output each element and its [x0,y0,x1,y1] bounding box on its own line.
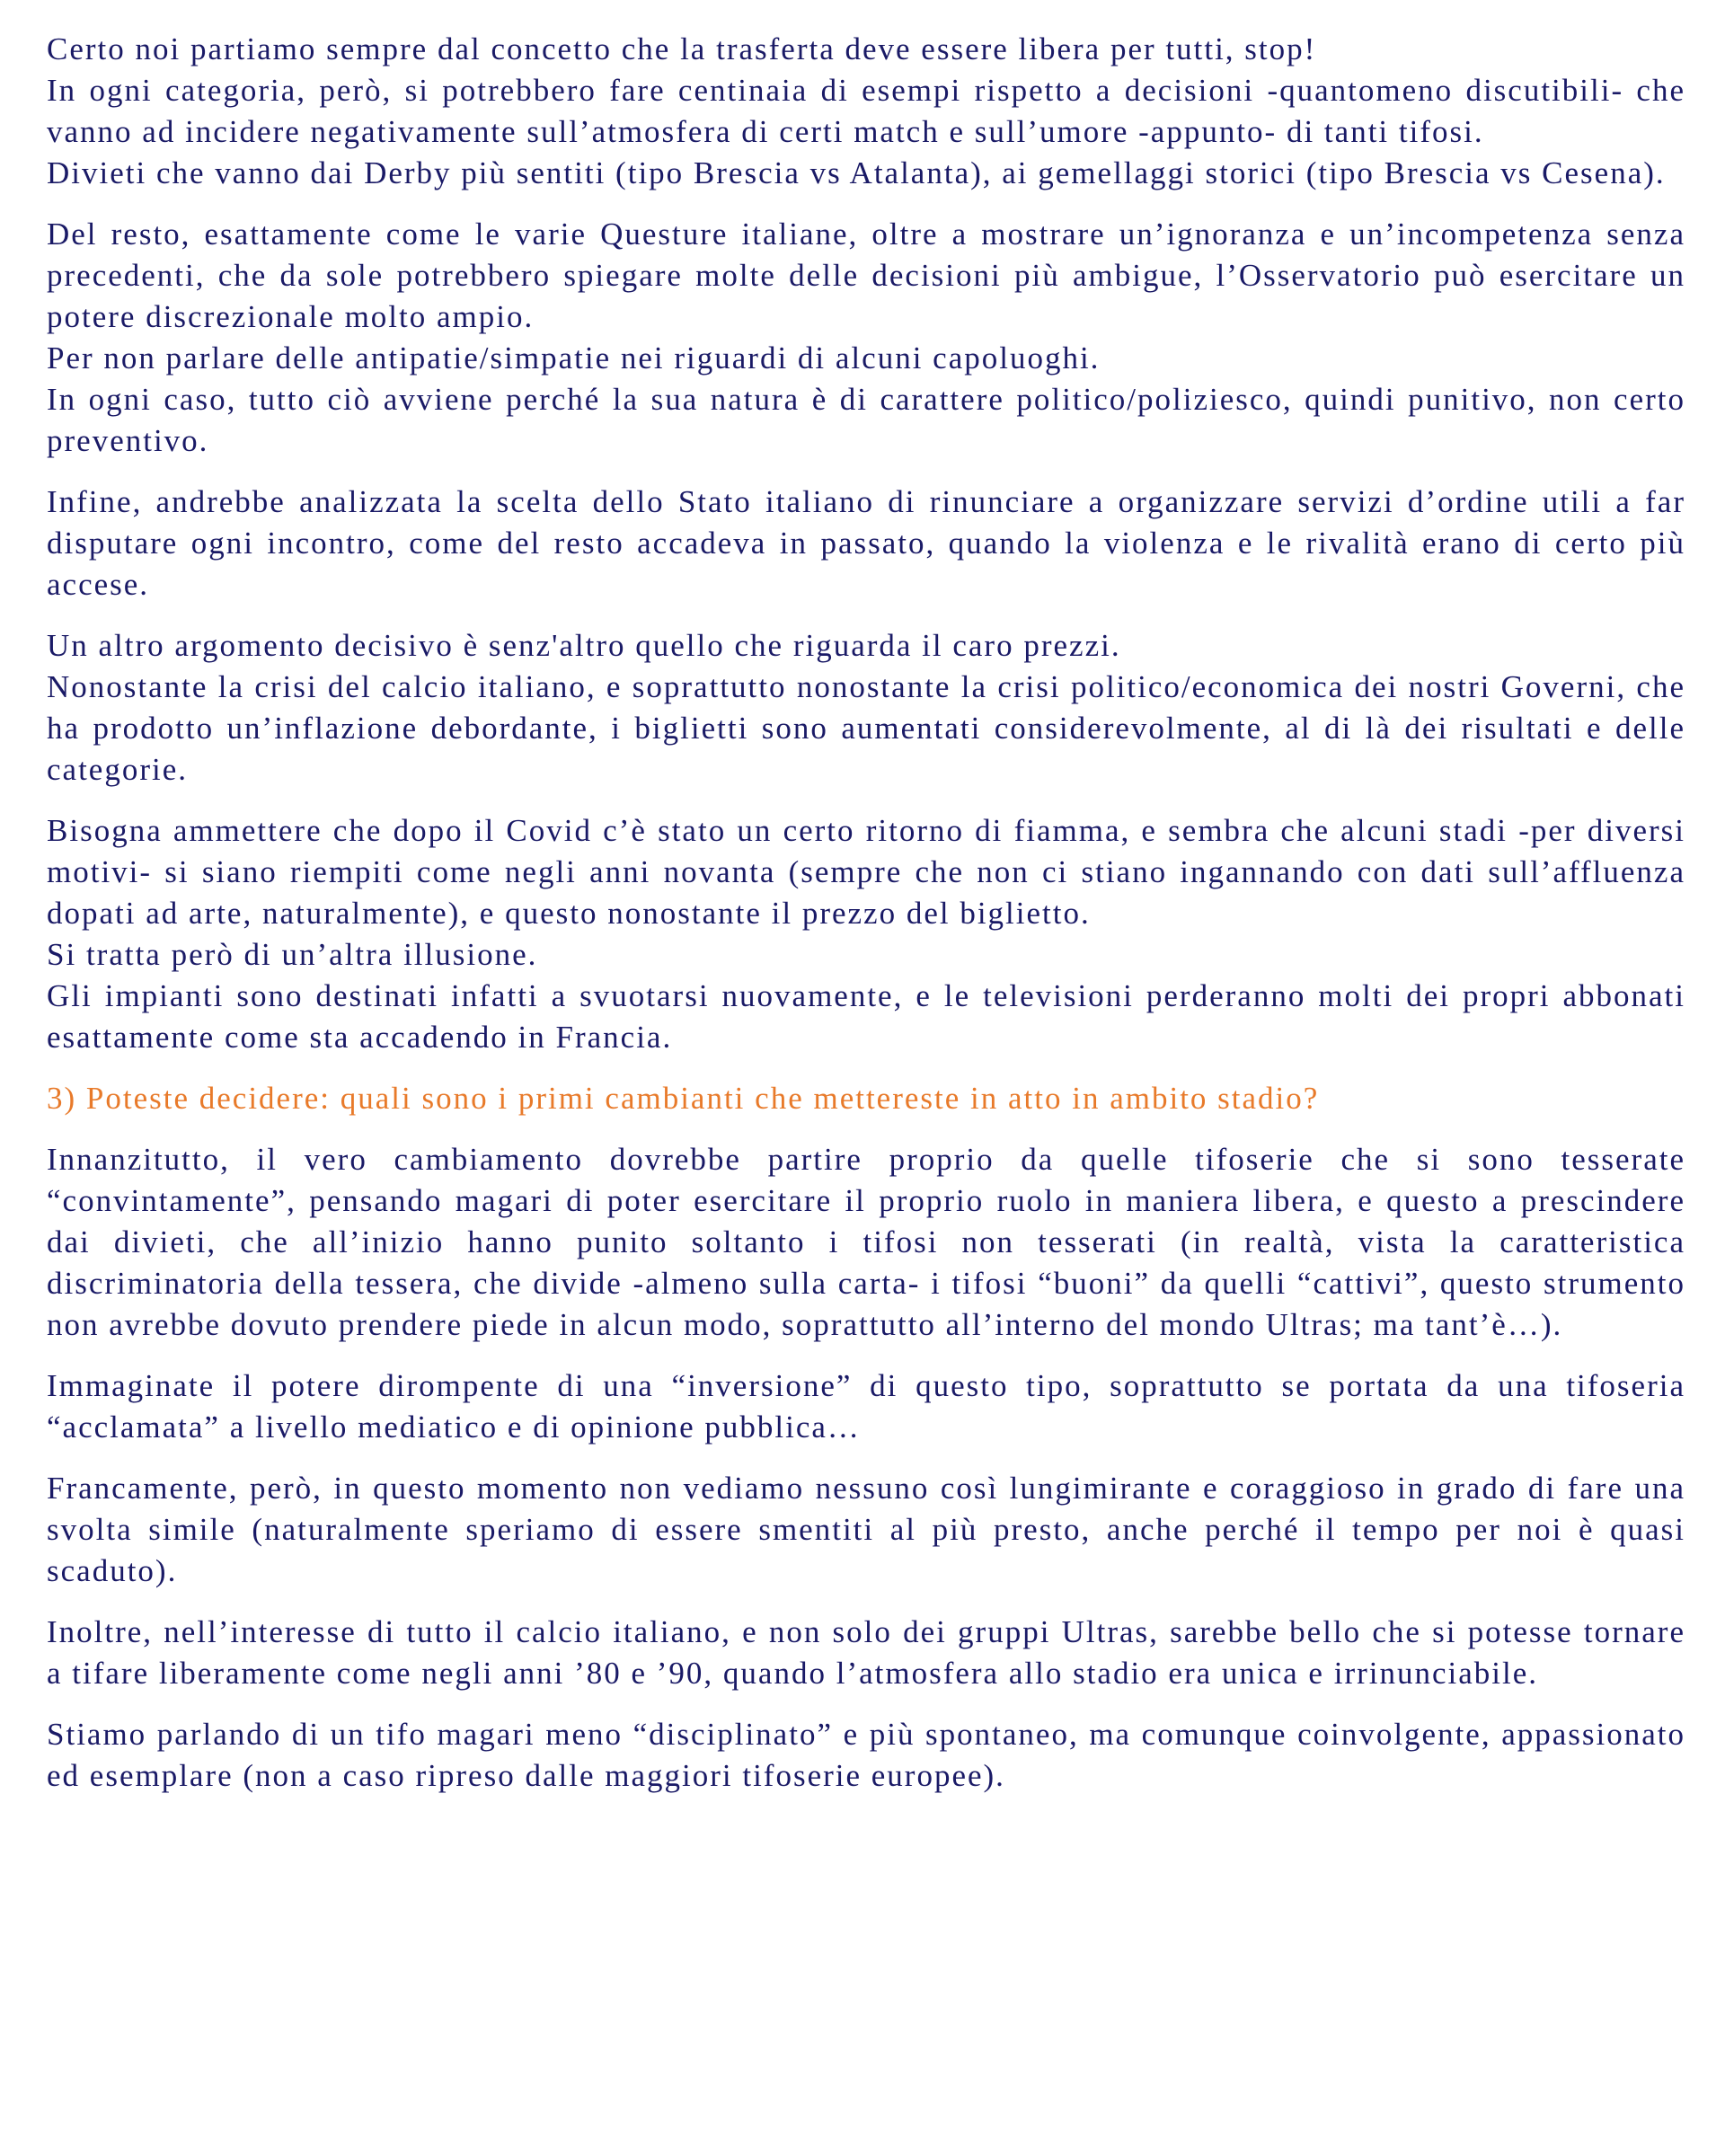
paragraph-osservatorio [47,214,1685,462]
text-line: Per non parlare delle antipatie/simpatie nei riguardi di alcuni capoluoghi. [47,340,1101,376]
text-line: Infine, andrebbe analizzata la scelta dello Stato italiano di rinunciare a organizzare servizi d’ordine utili a far disputare ogni incontro, come del resto accadeva in passato, quando la violenza e le rivalità erano di certo più accese. [47,484,1685,602]
text-line: Nonostante la crisi del calcio italiano, e soprattutto nonostante la crisi politico/economica dei nostri Governi, che ha prodotto un’inflazione debordante, i biglietti sono aumentati considerevolmente, al di là dei risultati e delle categorie. [47,669,1685,787]
text-line: Del resto, esattamente come le varie Questure italiane, oltre a mostrare un’ignoranza e un’incompetenza senza precedenti, che da sole potrebbero spiegare molte delle decisioni più ambigue, l’Osservatorio può esercitare un potere discrezionale molto ampio. [47,216,1685,334]
text-line: Innanzitutto, il vero cambiamento dovrebbe partire proprio da quelle tifoserie che si sono tesserate “convintamente”, pensando magari di poter esercitare il proprio ruolo in maniera libera, e questo a prescindere dai divieti, che all’inizio hanno punito soltanto i tifosi non tesserati (in realtà, vista la caratteristica discriminatoria della tessera, che divide -almeno sulla carta- i tifosi “buoni” da quelli “cattivi”, questo strumento non avrebbe dovuto prendere piede in alcun modo, soprattutto all’interno del mondo Ultras; ma tant’è…). [47,1142,1685,1342]
text-line: In ogni caso, tutto ciò avviene perché la sua natura è di carattere politico/poliziesco, quindi punitivo, non certo preventivo. [47,382,1685,458]
text-line: Immaginate il potere dirompente di una “inversione” di questo tipo, soprattutto se portata da una tifoseria “acclamata” a livello mediatico e di opinione pubblica… [47,1368,1685,1445]
text-line: Si tratta però di un’altra illusione. [47,937,538,972]
paragraph-tifo-spontaneo [47,1714,1685,1797]
paragraph-covid [47,810,1685,1058]
text-line: Certo noi partiamo sempre dal concetto che la trasferta deve essere libera per tutti, stop! [47,31,1317,66]
text-line: Un altro argomento decisivo è senz'altro quello che riguarda il caro prezzi. [47,628,1121,663]
text-line: Gli impianti sono destinati infatti a svuotarsi nuovamente, e le televisioni perderanno molti dei propri abbonati esattamente come sta accadendo in Francia. [47,978,1685,1055]
paragraph-francamente [47,1468,1685,1592]
paragraph-inoltre [47,1612,1685,1694]
paragraph-servizi-ordine [47,482,1685,605]
text-line: Stiamo parlando di un tifo magari meno “disciplinato” e più spontaneo, ma comunque coinvolgente, appassionato ed esemplare (non a caso ripreso dalle maggiori tifoserie europee). [47,1717,1685,1793]
paragraph-trasferta [47,29,1685,194]
text-line: Francamente, però, in questo momento non vediamo nessuno così lungimirante e coraggioso in grado di fare una svolta simile (naturalmente speriamo di essere smentiti al più presto, anche perché il tempo per noi è quasi scaduto). [47,1471,1685,1588]
text-line: Inoltre, nell’interesse di tutto il calcio italiano, e non solo dei gruppi Ultras, sarebbe bello che si potesse tornare a tifare liberamente come negli anni ’80 e ’90, quando l’atmosfera allo stadio era unica e irrinunciabile. [47,1614,1685,1691]
interview-question: 3) Poteste decidere: quali sono i primi cambianti che mettereste in atto in ambito stadio? [47,1081,1320,1116]
paragraph-tessera [47,1139,1685,1346]
paragraph-inversione [47,1365,1685,1448]
text-line: Bisogna ammettere che dopo il Covid c’è stato un certo ritorno di fiamma, e sembra che alcuni stadi -per diversi motivi- si siano riempiti come negli anni novanta (sempre che non ci stiano ingannando con dati sull’affluenza dopati ad arte, naturalmente), e questo nonostante il prezzo del biglietto. [47,813,1685,931]
article-body [47,29,1685,1816]
text-line: In ogni categoria, però, si potrebbero fare centinaia di esempi rispetto a decisioni -quantomeno discutibili- che vanno ad incidere negativamente sull’atmosfera di certi match e sull’umore -appunto- di tanti tifosi. [47,73,1685,149]
paragraph-caro-prezzi [47,625,1685,791]
text-line: Divieti che vanno dai Derby più sentiti (tipo Brescia vs Atalanta), ai gemellaggi storici (tipo Brescia vs Cesena). [47,155,1666,190]
